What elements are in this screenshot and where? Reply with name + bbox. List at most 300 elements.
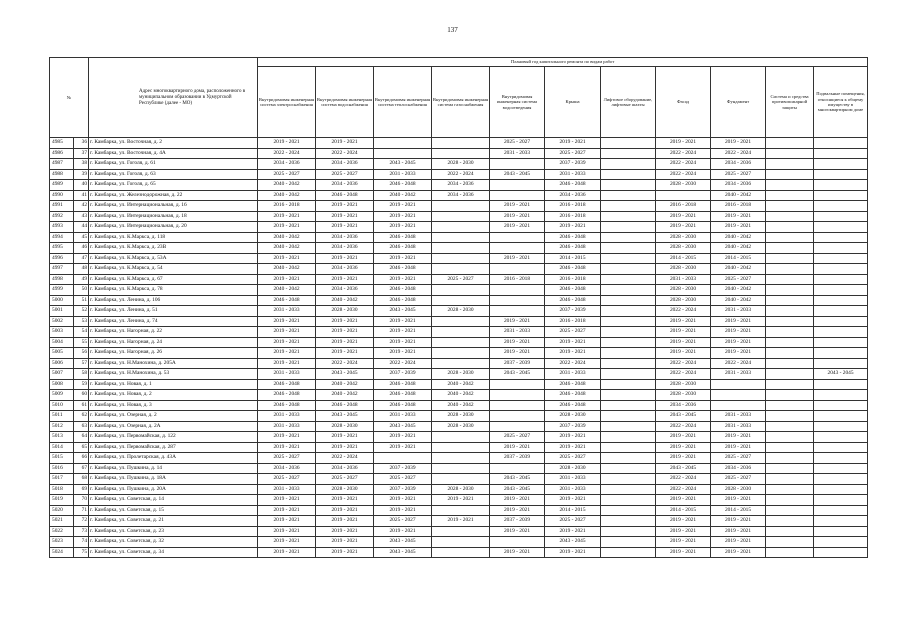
row-cell: 2043 - 2045 (490, 169, 545, 180)
table-row (50, 180, 868, 191)
row-cell: 2040 - 2042 (316, 390, 374, 401)
table-row (50, 337, 868, 348)
table-row (50, 484, 868, 495)
row-number: 60 (74, 390, 89, 401)
row-cell: 2019 - 2021 (258, 516, 316, 527)
row-address: г. Камбарка, ул. Пролетарская, д. 43А (89, 453, 258, 464)
row-cell: 2046 - 2048 (374, 232, 432, 243)
row-address: г. Камбарка, ул. Советская, д. 21 (89, 516, 258, 527)
row-id: 5017 (50, 474, 74, 485)
row-number: 47 (74, 253, 89, 264)
row-cell (814, 358, 868, 369)
row-cell (490, 295, 545, 306)
row-cell: 2019 - 2021 (258, 495, 316, 506)
row-cell (711, 400, 766, 411)
row-cell: 2031 - 2033 (545, 169, 601, 180)
row-address: г. Камбарка, ул. Интернациональная, д. 16 (89, 201, 258, 212)
row-cell: 2019 - 2021 (711, 495, 766, 506)
row-address: г. Камбарка, ул. Советская, д. 15 (89, 505, 258, 516)
row-cell (766, 243, 814, 254)
row-cell (766, 400, 814, 411)
row-address: г. Камбарка, ул. Пушкина, д. 18А (89, 474, 258, 485)
table-row (50, 495, 868, 506)
row-cell: 2043 - 2045 (316, 369, 374, 380)
row-cell: 2019 - 2021 (432, 495, 490, 506)
row-cell: 2040 - 2042 (258, 190, 316, 201)
row-number: 41 (74, 190, 89, 201)
row-cell: 2025 - 2027 (258, 169, 316, 180)
row-cell: 2028 - 2030 (656, 285, 711, 296)
row-cell: 2031 - 2033 (711, 306, 766, 317)
table-row (50, 148, 868, 159)
row-number: 39 (74, 169, 89, 180)
row-number: 53 (74, 316, 89, 327)
row-cell: 2022 - 2024 (545, 358, 601, 369)
row-cell (766, 379, 814, 390)
row-cell: 2040 - 2042 (711, 190, 766, 201)
row-cell (766, 495, 814, 506)
row-cell (766, 348, 814, 359)
row-cell (766, 505, 814, 516)
row-cell: 2046 - 2048 (545, 264, 601, 275)
row-cell (601, 421, 656, 432)
row-cell: 2014 - 2015 (545, 505, 601, 516)
row-cell: 2025 - 2027 (711, 474, 766, 485)
row-cell: 2022 - 2024 (656, 369, 711, 380)
row-cell (432, 222, 490, 233)
row-id: 4991 (50, 201, 74, 212)
row-cell: 2019 - 2021 (656, 211, 711, 222)
row-cell: 2043 - 2045 (490, 484, 545, 495)
row-cell: 2019 - 2021 (490, 442, 545, 453)
row-cell: 2046 - 2048 (545, 400, 601, 411)
column-header: Лифтовое оборудование, лифтовые шахты (601, 67, 656, 138)
row-cell (814, 159, 868, 170)
row-cell (711, 390, 766, 401)
row-cell (432, 348, 490, 359)
row-cell: 2028 - 2030 (545, 463, 601, 474)
row-cell (766, 253, 814, 264)
row-cell: 2031 - 2033 (490, 327, 545, 338)
row-cell: 2019 - 2021 (316, 316, 374, 327)
row-cell (766, 138, 814, 149)
row-cell: 2019 - 2021 (258, 526, 316, 537)
row-cell: 2031 - 2033 (258, 306, 316, 317)
row-cell: 2040 - 2042 (316, 295, 374, 306)
row-id: 5004 (50, 337, 74, 348)
row-cell: 2022 - 2024 (374, 358, 432, 369)
row-cell: 2019 - 2021 (374, 442, 432, 453)
row-cell (814, 295, 868, 306)
row-cell: 2019 - 2021 (545, 526, 601, 537)
row-cell: 2019 - 2021 (711, 348, 766, 359)
row-cell (601, 484, 656, 495)
row-id: 4996 (50, 253, 74, 264)
column-header: Подвальные помещения, относящиеся к общему имуществу в многоквартирном доме (814, 67, 868, 138)
row-cell (490, 379, 545, 390)
table-row (50, 201, 868, 212)
row-cell (601, 211, 656, 222)
row-cell: 2034 - 2036 (316, 264, 374, 275)
row-cell: 2019 - 2021 (374, 526, 432, 537)
row-cell: 2019 - 2021 (374, 432, 432, 443)
row-cell: 2040 - 2042 (711, 243, 766, 254)
row-cell (766, 190, 814, 201)
row-cell: 2019 - 2021 (258, 316, 316, 327)
row-cell: 2028 - 2030 (432, 484, 490, 495)
row-cell (601, 411, 656, 422)
row-cell (766, 316, 814, 327)
row-cell (766, 337, 814, 348)
row-cell: 2034 - 2036 (316, 463, 374, 474)
row-cell (432, 537, 490, 548)
row-id: 5001 (50, 306, 74, 317)
row-cell: 2025 - 2027 (545, 516, 601, 527)
row-cell (814, 222, 868, 233)
row-cell: 2043 - 2045 (374, 159, 432, 170)
row-cell: 2028 - 2030 (432, 159, 490, 170)
row-number: 75 (74, 547, 89, 558)
row-cell: 2019 - 2021 (490, 222, 545, 233)
row-cell: 2031 - 2033 (258, 421, 316, 432)
table-row (50, 547, 868, 558)
table-row (50, 306, 868, 317)
row-cell: 2022 - 2024 (711, 148, 766, 159)
row-cell: 2046 - 2048 (374, 379, 432, 390)
row-cell: 2019 - 2021 (258, 253, 316, 264)
row-cell: 2022 - 2024 (316, 453, 374, 464)
row-cell: 2019 - 2021 (656, 516, 711, 527)
table-row (50, 316, 868, 327)
row-id: 5000 (50, 295, 74, 306)
row-cell: 2040 - 2042 (711, 295, 766, 306)
column-header: Внутридомовая инженерная система газоснабжения (432, 67, 490, 138)
row-cell (432, 463, 490, 474)
row-id: 5006 (50, 358, 74, 369)
row-cell: 2028 - 2030 (656, 390, 711, 401)
row-number: 50 (74, 285, 89, 296)
row-cell: 2028 - 2030 (656, 264, 711, 275)
row-address: г. Камбарка, ул. Советская, д. 32 (89, 537, 258, 548)
row-cell: 2034 - 2036 (545, 190, 601, 201)
row-cell: 2046 - 2048 (545, 232, 601, 243)
row-cell (490, 411, 545, 422)
row-cell: 2019 - 2021 (711, 316, 766, 327)
row-cell (766, 159, 814, 170)
row-address: г. Камбарка, ул. Железнодорожная, д. 22 (89, 190, 258, 201)
row-cell: 2028 - 2030 (316, 421, 374, 432)
row-cell: 2034 - 2036 (711, 159, 766, 170)
row-address: г. Камбарка, ул. Советская, д. 14 (89, 495, 258, 506)
row-cell: 2046 - 2048 (258, 390, 316, 401)
row-cell: 2031 - 2033 (711, 411, 766, 422)
row-cell: 2028 - 2030 (316, 306, 374, 317)
row-number: 36 (74, 138, 89, 149)
row-cell (432, 547, 490, 558)
row-cell (814, 306, 868, 317)
row-cell: 2019 - 2021 (711, 211, 766, 222)
row-id: 5003 (50, 327, 74, 338)
row-cell (490, 264, 545, 275)
row-cell: 2043 - 2045 (374, 306, 432, 317)
row-cell (814, 390, 868, 401)
row-cell (490, 180, 545, 191)
table-row (50, 537, 868, 548)
row-cell: 2019 - 2021 (374, 495, 432, 506)
row-address: г. Камбарка, ул. Первомайская, д. 122 (89, 432, 258, 443)
row-number: 68 (74, 474, 89, 485)
row-cell: 2019 - 2021 (316, 516, 374, 527)
row-cell (490, 400, 545, 411)
table-row (50, 232, 868, 243)
row-cell (432, 295, 490, 306)
row-cell: 2016 - 2018 (545, 274, 601, 285)
row-cell: 2034 - 2036 (316, 159, 374, 170)
row-cell: 2034 - 2036 (711, 180, 766, 191)
row-cell: 2022 - 2024 (656, 159, 711, 170)
row-cell (766, 463, 814, 474)
row-cell: 2019 - 2021 (656, 222, 711, 233)
row-cell: 2034 - 2036 (258, 463, 316, 474)
row-cell (601, 180, 656, 191)
row-cell (814, 453, 868, 464)
row-cell: 2019 - 2021 (316, 337, 374, 348)
row-address: г. Камбарка, ул. Ленина, д. 106 (89, 295, 258, 306)
row-address: г. Камбарка, ул. Новая, д. 1 (89, 379, 258, 390)
row-cell (766, 537, 814, 548)
row-address: г. Камбарка, ул. Первомайская, д. 287 (89, 442, 258, 453)
row-cell: 2040 - 2042 (711, 232, 766, 243)
row-cell: 2019 - 2021 (374, 253, 432, 264)
row-cell (814, 442, 868, 453)
row-address: г. Камбарка, ул. Пушкина, д. 14 (89, 463, 258, 474)
row-cell: 2019 - 2021 (490, 547, 545, 558)
row-number: 69 (74, 484, 89, 495)
row-cell: 2019 - 2021 (656, 442, 711, 453)
row-cell: 2025 - 2027 (545, 148, 601, 159)
table-row (50, 190, 868, 201)
row-cell (432, 232, 490, 243)
row-number: 54 (74, 327, 89, 338)
table-row (50, 411, 868, 422)
table-row (50, 463, 868, 474)
table-row (50, 138, 868, 149)
table-row (50, 295, 868, 306)
row-cell: 2031 - 2033 (490, 148, 545, 159)
row-cell: 2019 - 2021 (711, 526, 766, 537)
row-cell: 2019 - 2021 (374, 201, 432, 212)
row-cell: 2019 - 2021 (374, 211, 432, 222)
row-id: 4987 (50, 159, 74, 170)
row-cell (432, 505, 490, 516)
row-cell: 2037 - 2039 (545, 159, 601, 170)
row-id: 5013 (50, 432, 74, 443)
row-cell: 2019 - 2021 (258, 138, 316, 149)
row-cell: 2034 - 2036 (258, 159, 316, 170)
table-row (50, 274, 868, 285)
table-row (50, 453, 868, 464)
row-cell: 2040 - 2042 (258, 243, 316, 254)
row-cell (432, 453, 490, 464)
row-address: г. Камбарка, ул. Новая, д. 2 (89, 390, 258, 401)
row-cell (814, 316, 868, 327)
row-cell: 2022 - 2024 (316, 148, 374, 159)
row-id: 5012 (50, 421, 74, 432)
row-number: 48 (74, 264, 89, 275)
row-cell: 2034 - 2036 (711, 463, 766, 474)
row-address: г. Камбарка, ул. Нагорная, д. 26 (89, 348, 258, 359)
row-cell: 2014 - 2015 (711, 253, 766, 264)
row-address: г. Камбарка, ул. Озерная, д. 2 (89, 411, 258, 422)
row-number: 65 (74, 442, 89, 453)
row-cell: 2040 - 2042 (432, 390, 490, 401)
row-cell: 2046 - 2048 (374, 390, 432, 401)
row-cell (601, 285, 656, 296)
table-row (50, 327, 868, 338)
row-id: 5008 (50, 379, 74, 390)
row-id: 5023 (50, 537, 74, 548)
row-cell: 2046 - 2048 (258, 400, 316, 411)
row-cell: 2019 - 2021 (656, 337, 711, 348)
row-id: 5005 (50, 348, 74, 359)
row-cell: 2019 - 2021 (258, 505, 316, 516)
row-cell: 2019 - 2021 (711, 138, 766, 149)
row-cell (432, 243, 490, 254)
row-cell: 2037 - 2039 (374, 463, 432, 474)
row-cell: 2046 - 2048 (374, 180, 432, 191)
row-cell (490, 306, 545, 317)
row-cell: 2025 - 2027 (374, 516, 432, 527)
table-row (50, 516, 868, 527)
row-cell (766, 180, 814, 191)
row-cell: 2022 - 2024 (656, 358, 711, 369)
row-cell (656, 190, 711, 201)
row-cell: 2034 - 2036 (316, 180, 374, 191)
row-address: г. Камбарка, ул. Озерная, д. 2А (89, 421, 258, 432)
row-cell (601, 463, 656, 474)
row-number: 70 (74, 495, 89, 506)
row-cell (601, 148, 656, 159)
row-cell (601, 306, 656, 317)
column-header: Система и средства противопожарной защиты (766, 67, 814, 138)
row-cell: 2037 - 2039 (490, 358, 545, 369)
row-cell: 2031 - 2033 (711, 369, 766, 380)
row-cell (766, 474, 814, 485)
row-cell (601, 253, 656, 264)
row-cell: 2019 - 2021 (316, 537, 374, 548)
row-cell (601, 274, 656, 285)
row-cell: 2019 - 2021 (374, 222, 432, 233)
column-header: Внутридомовая инженерная система водоотведения (490, 67, 545, 138)
row-cell: 2037 - 2039 (545, 306, 601, 317)
row-address: г. Камбарка, ул. К.Маркса, д. 67 (89, 274, 258, 285)
table-row (50, 421, 868, 432)
row-address: г. Камбарка, ул. К.Маркса, д. 118 (89, 232, 258, 243)
row-address: г. Камбарка, ул. Восточная, д. 2 (89, 138, 258, 149)
row-cell (766, 295, 814, 306)
row-cell (814, 379, 868, 390)
row-cell: 2043 - 2045 (656, 411, 711, 422)
row-cell: 2040 - 2042 (258, 264, 316, 275)
row-cell: 2040 - 2042 (316, 379, 374, 390)
row-id: 5019 (50, 495, 74, 506)
row-address: г. Камбарка, ул. Советская, д. 23 (89, 526, 258, 537)
row-cell (814, 243, 868, 254)
row-cell: 2040 - 2042 (432, 379, 490, 390)
row-cell (374, 453, 432, 464)
row-cell: 2046 - 2048 (374, 285, 432, 296)
row-cell: 2028 - 2030 (545, 411, 601, 422)
row-cell (814, 148, 868, 159)
table-row (50, 169, 868, 180)
row-number: 67 (74, 463, 89, 474)
row-id: 4985 (50, 138, 74, 149)
table-row (50, 442, 868, 453)
row-cell (601, 232, 656, 243)
page-number: 137 (447, 26, 458, 34)
row-cell: 2019 - 2021 (316, 274, 374, 285)
row-cell: 2022 - 2024 (316, 358, 374, 369)
row-cell: 2031 - 2033 (711, 421, 766, 432)
row-cell: 2040 - 2042 (258, 232, 316, 243)
row-cell: 2019 - 2021 (490, 201, 545, 212)
row-id: 4995 (50, 243, 74, 254)
row-cell (766, 232, 814, 243)
row-cell: 2019 - 2021 (316, 442, 374, 453)
row-cell: 2019 - 2021 (258, 537, 316, 548)
table-row (50, 390, 868, 401)
row-cell (814, 516, 868, 527)
row-cell: 2019 - 2021 (545, 495, 601, 506)
row-cell: 2019 - 2021 (545, 222, 601, 233)
row-cell: 2019 - 2021 (656, 138, 711, 149)
row-cell (601, 295, 656, 306)
row-cell (601, 159, 656, 170)
row-cell (766, 274, 814, 285)
table-row (50, 400, 868, 411)
row-cell (601, 442, 656, 453)
column-header: Фундамент (711, 67, 766, 138)
row-cell (490, 463, 545, 474)
row-id: 4999 (50, 285, 74, 296)
row-cell: 2019 - 2021 (490, 316, 545, 327)
row-cell (432, 442, 490, 453)
row-number: 66 (74, 453, 89, 464)
row-cell: 2046 - 2048 (374, 243, 432, 254)
row-cell: 2022 - 2024 (432, 169, 490, 180)
row-cell: 2028 - 2030 (656, 295, 711, 306)
row-cell: 2025 - 2027 (258, 453, 316, 464)
row-cell: 2022 - 2024 (656, 306, 711, 317)
row-cell: 2046 - 2048 (258, 379, 316, 390)
table-row (50, 505, 868, 516)
row-cell: 2025 - 2027 (374, 474, 432, 485)
row-cell: 2019 - 2021 (656, 327, 711, 338)
row-cell: 2043 - 2045 (545, 537, 601, 548)
row-cell: 2019 - 2021 (656, 348, 711, 359)
row-cell: 2028 - 2030 (432, 411, 490, 422)
row-cell: 2019 - 2021 (711, 432, 766, 443)
row-cell (766, 264, 814, 275)
row-cell (766, 169, 814, 180)
row-cell (814, 264, 868, 275)
row-cell: 2019 - 2021 (711, 547, 766, 558)
row-cell: 2014 - 2015 (545, 253, 601, 264)
row-id: 5016 (50, 463, 74, 474)
row-cell: 2025 - 2027 (490, 432, 545, 443)
row-cell (490, 232, 545, 243)
row-cell: 2019 - 2021 (711, 222, 766, 233)
